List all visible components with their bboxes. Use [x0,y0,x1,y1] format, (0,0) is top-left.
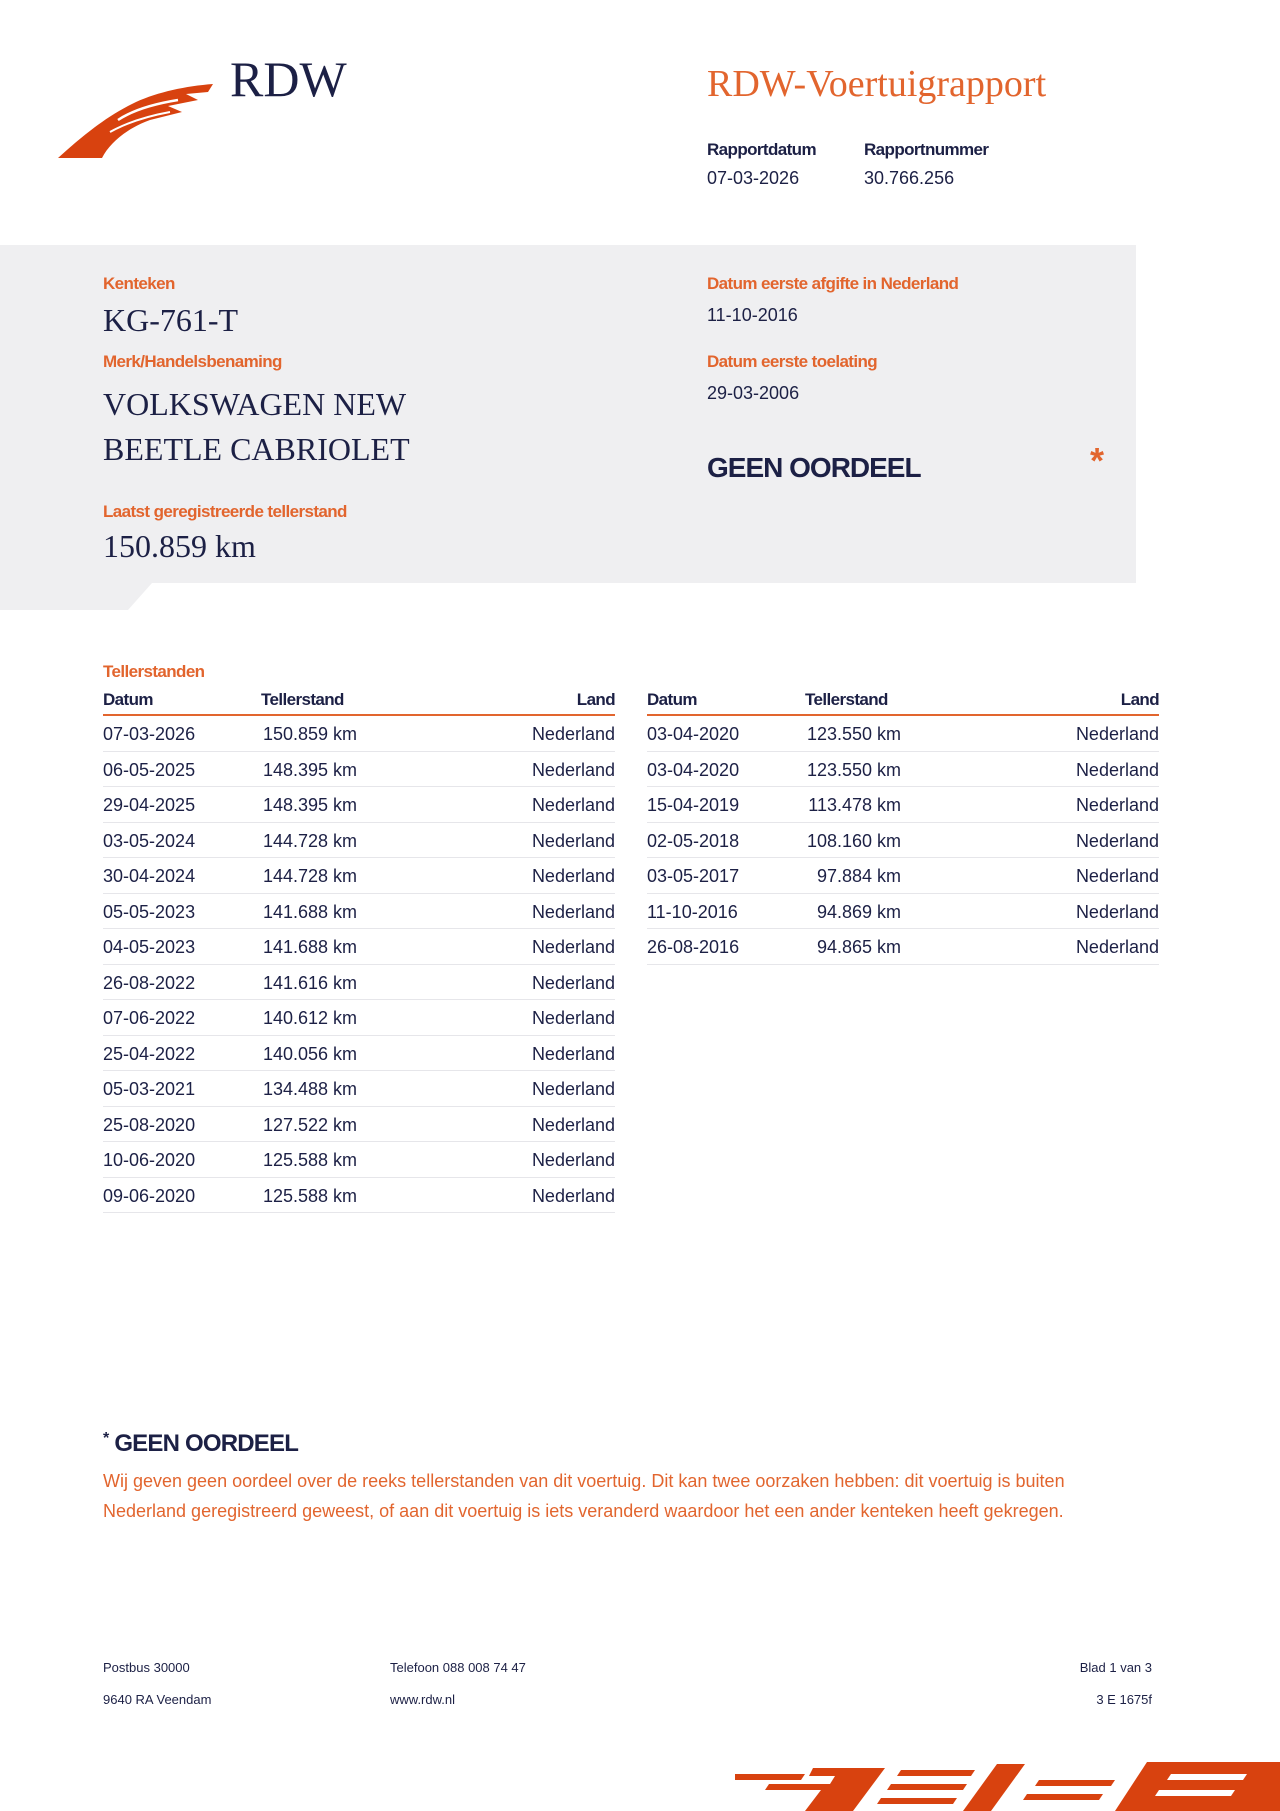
column-header-country: Land [576,690,615,709]
row-date: 30-04-2024 [103,866,196,886]
row-date: 29-04-2025 [103,795,196,815]
row-country: Nederland [1075,901,1159,922]
row-date: 05-05-2023 [103,901,196,922]
table-row [647,787,1159,823]
table-row [103,894,615,930]
report-number-value: 30.766.256 [864,168,955,188]
table-row [103,965,615,1001]
footer-page-number: Blad 1 van 3 [1079,1660,1152,1675]
row-date: 07-06-2022 [103,1008,196,1028]
table-row [647,823,1159,859]
table-row [103,1142,615,1178]
table-row [647,858,1159,894]
column-header-country: Land [1120,690,1159,709]
row-country: Nederland [531,795,615,815]
table-row [103,929,615,965]
row-odometer: 97.884 km [816,866,901,886]
odometer-section-title: Tellerstanden [103,662,205,681]
footnote-title [103,1430,298,1458]
row-country: Nederland [531,1185,615,1206]
row-odometer: 150.859 km [262,724,357,744]
row-date: 03-04-2020 [647,759,740,780]
brand-value: VOLKSWAGEN NEW BEETLE CABRIOLET [103,386,410,467]
row-date: 03-04-2020 [647,724,740,744]
table-row [103,716,615,752]
row-odometer: 94.869 km [816,901,901,922]
row-odometer: 141.688 km [262,937,357,957]
footer-city: 9640 RA Veendam [103,1692,212,1707]
row-odometer: 123.550 km [806,724,901,744]
row-odometer: 125.588 km [262,1150,357,1170]
row-country: Nederland [1075,795,1159,815]
row-country: Nederland [1075,724,1159,744]
row-odometer: 144.728 km [262,866,357,886]
verdict-footnote-marker: * [1090,440,1105,481]
first-admission-label: Datum eerste toelating [707,352,878,371]
table-row [103,752,615,788]
last-odometer-value: 150.859 km [103,528,256,564]
first-issue-nl-value: 11-10-2016 [707,305,798,325]
row-odometer: 141.616 km [262,972,357,993]
row-date: 03-05-2017 [647,866,740,886]
row-country: Nederland [1075,759,1159,780]
column-header-km: Tellerstand [805,690,888,709]
row-country: Nederland [531,901,615,922]
row-odometer: 94.865 km [816,937,901,957]
table-row [647,894,1159,930]
row-country: Nederland [531,972,615,993]
row-country: Nederland [1075,830,1159,851]
row-odometer: 134.488 km [262,1079,357,1099]
row-date: 02-05-2018 [647,830,740,851]
table-row [103,787,615,823]
row-date: 26-08-2016 [647,937,740,957]
table-row [103,1107,615,1143]
row-date: 26-08-2022 [103,972,196,993]
row-odometer: 123.550 km [806,759,901,780]
footnote-title-text: GEEN OORDEEL [114,1430,299,1457]
row-odometer: 144.728 km [262,830,357,851]
row-odometer: 125.588 km [262,1185,357,1206]
row-date: 07-03-2026 [103,724,196,744]
report-date-label: Rapportdatum [707,140,816,159]
row-country: Nederland [531,1043,615,1064]
row-country: Nederland [1075,866,1159,886]
table-row [647,752,1159,788]
logo-text: RDW [230,51,347,107]
row-date: 04-05-2023 [103,937,196,957]
report-number-label: Rapportnummer [864,140,989,159]
row-country: Nederland [531,724,615,744]
odometer-table-left [103,690,615,1213]
table-row [103,1000,615,1036]
row-country: Nederland [531,1150,615,1170]
column-header-date: Datum [647,690,697,709]
verdict-text: GEEN OORDEEL [707,452,921,483]
row-odometer: 148.395 km [262,759,357,780]
table-header [103,690,615,716]
row-odometer: 140.612 km [262,1008,357,1028]
brand-label: Merk/Handelsbenaming [103,352,282,371]
table-row [103,858,615,894]
report-date-value: 07-03-2026 [707,168,800,188]
row-odometer: 127.522 km [262,1114,357,1135]
column-header-date: Datum [103,690,153,709]
report-title: RDW-Voertuigrapport [707,63,1047,105]
row-country: Nederland [531,937,615,957]
license-plate-label: Kenteken [103,274,175,293]
row-odometer: 140.056 km [262,1043,357,1064]
footer-postbus: Postbus 30000 [103,1660,190,1675]
row-date: 10-06-2020 [103,1150,196,1170]
footnote-text: Wij geven geen oordeel over de reeks tellerstanden van dit voertuig. Dit kan twee oorzaken hebben: dit voertuig is buiten Nederland geregistreerd geweest, of aan dit voertuig is iets veranderd waardoor het een ander kenteken heeft gekregen. [103,1471,1065,1521]
footer-website[interactable]: www.rdw.nl [390,1692,456,1707]
row-odometer: 113.478 km [808,795,901,815]
first-admission-value: 29-03-2006 [707,383,800,403]
column-header-km: Tellerstand [261,690,344,709]
footer-phone: Telefoon 088 008 74 47 [390,1660,526,1675]
row-country: Nederland [531,1114,615,1135]
row-country: Nederland [1075,937,1159,957]
table-row [103,1071,615,1107]
row-odometer: 141.688 km [262,901,357,922]
row-odometer: 148.395 km [262,795,357,815]
footnote-marker: * [103,1430,109,1447]
table-header [647,690,1159,716]
first-issue-nl-label: Datum eerste afgifte in Nederland [707,274,959,293]
license-plate-value: KG-761-T [103,302,239,338]
row-date: 09-06-2020 [103,1185,196,1206]
row-country: Nederland [531,830,615,851]
row-date: 06-05-2025 [103,759,196,780]
footer-document-code: 3 E 1675f [1096,1692,1152,1707]
row-country: Nederland [531,1079,615,1099]
row-date: 05-03-2021 [103,1079,196,1099]
row-date: 03-05-2024 [103,830,196,851]
row-date: 25-08-2020 [103,1114,196,1135]
row-odometer: 108.160 km [806,830,901,851]
row-date: 11-10-2016 [647,901,738,922]
footer-stripes-decoration [735,1760,1280,1811]
table-row [647,716,1159,752]
table-row [103,823,615,859]
odometer-table-right [647,690,1159,965]
table-row [647,929,1159,965]
row-date: 25-04-2022 [103,1043,196,1064]
table-row [103,1036,615,1072]
table-row [103,1178,615,1214]
row-date: 15-04-2019 [647,795,740,815]
row-country: Nederland [531,1008,615,1028]
last-odometer-label: Laatst geregistreerde tellerstand [103,502,347,521]
row-country: Nederland [531,759,615,780]
row-country: Nederland [531,866,615,886]
rdw-logo-icon [58,80,213,162]
